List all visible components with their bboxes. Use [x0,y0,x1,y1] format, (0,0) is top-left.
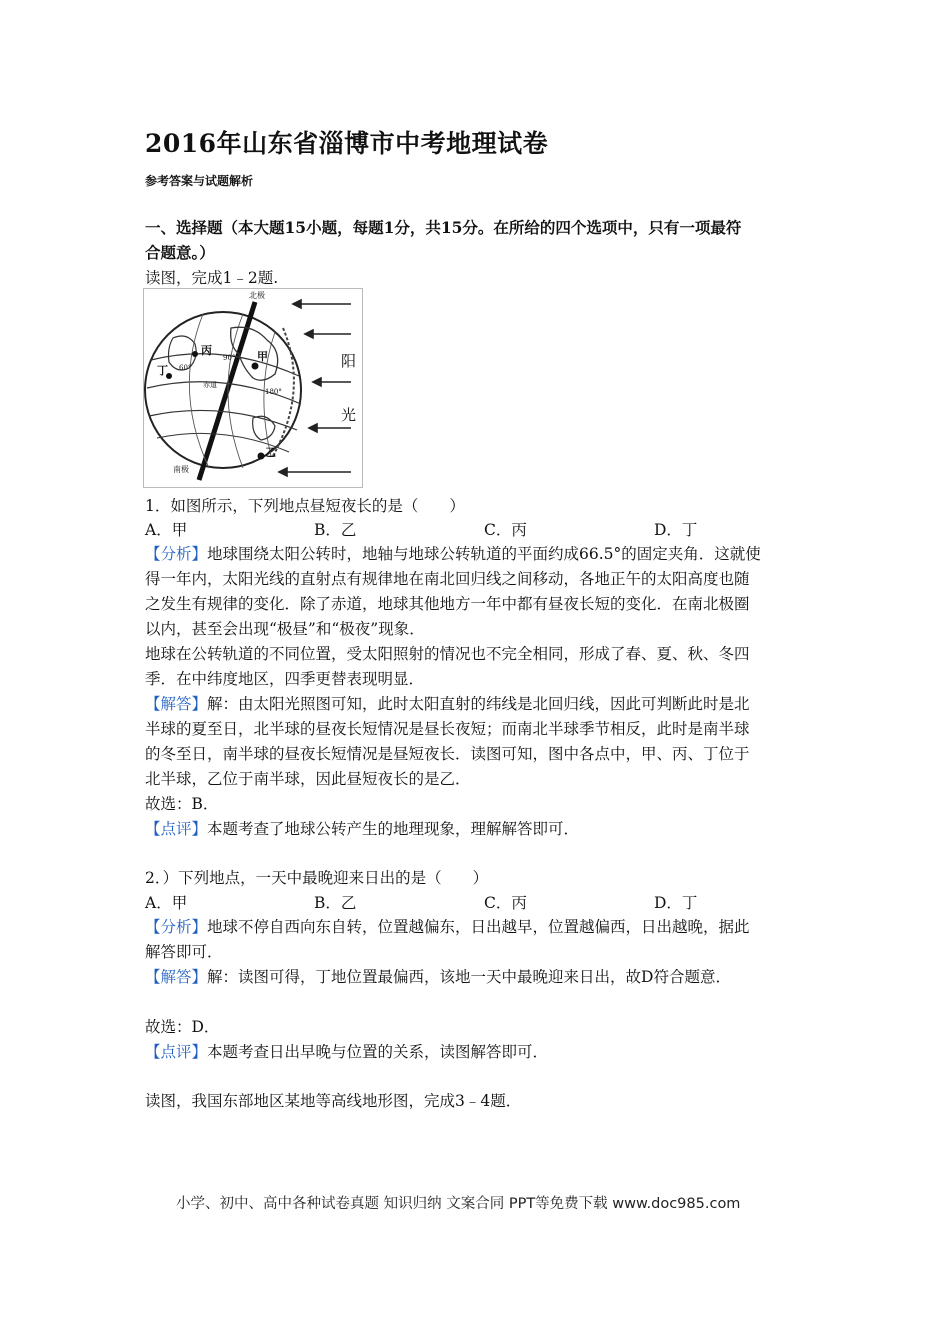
q1-option-b: B．乙 [314,521,357,539]
q2-analysis-text-1: 地球不停自西向东自转，位置越偏东，日出越早，位置越偏西，日出越晚，据此 [207,918,750,936]
q2-answer-tag: 【解答】 [145,968,208,986]
q2-comment-tag: 【点评】 [145,1043,208,1061]
label-point-jia: 甲 [257,350,268,363]
next-intro: 读图，我国东部地区某地等高线地形图，完成3﹣4题． [145,1092,522,1110]
q1-analysis-line-3: 之发生有规律的变化．除了赤道，地球其他地方一年中都有昼夜长短的变化．在南北极圈 [145,595,750,613]
q1-answer-line-1 [145,692,750,714]
q1-option-a: A．甲 [145,521,188,539]
q1-comment-text: 本题考查了地球公转产生的地理现象，理解解答即可． [207,820,580,838]
q1-answer-text-1: 解：由太阳光照图可知，此时太阳直射的纬线是北回归线，因此可判断此时是北 [207,695,750,713]
q2-comment-text: 本题考查日出早晚与位置的关系，读图解答即可． [207,1043,549,1061]
q1-stem: 1．如图所示，下列地点昼短夜长的是（ ） [145,497,465,515]
q1-analysis-text-1: 地球围绕太阳公转时，地轴与地球公转轨道的平面约成66.5°的固定夹角．这就使 [207,545,761,563]
page-title: 2016年山东省淄博市中考地理试卷 [145,129,549,158]
q2-analysis-tag: 【分析】 [145,918,208,936]
q2-stem: 2．）下列地点，一天中最晚迎来日出的是（ ） [145,869,489,887]
globe-figure-svg [143,288,363,488]
q1-analysis-line-5: 地球在公转轨道的不同位置，受太阳照射的情况也不完全相同，形成了春、夏、秋、冬四 [145,645,750,663]
q2-option-c: C．丙 [484,894,527,912]
label-light: 光 [341,406,357,424]
q1-option-c: C．丙 [484,521,527,539]
q1-analysis-line-1 [145,542,761,564]
label-point-bing: 丙 [201,344,212,357]
label-point-ding: 丁 [157,364,168,377]
label-south-pole: 南极 [173,465,189,474]
label-north-pole: 北极 [249,291,265,300]
label-point-yi: 乙 [265,446,276,459]
q2-analysis-line-2: 解答即可． [145,943,223,961]
q2-answer [145,965,731,987]
label-60: 60° [179,364,192,372]
q2-option-a: A．甲 [145,894,188,912]
section-heading: 一、选择题（本大题15小题，每题1分，共15分。在所给的四个选项中，只有一项最符 [145,218,742,237]
q1-comment-tag: 【点评】 [145,820,208,838]
page-footer: 小学、初中、高中各种试卷真题 知识归纳 文案合同 PPT等免费下载 www.doc985.com [176,1196,741,1212]
label-equator: 赤道 [203,381,217,389]
section-intro: 读图，完成1﹣2题. [145,269,279,287]
q1-answer-line-3: 的冬至日，南半球的昼夜长短情况是昼短夜长．读图可知，图中各点中，甲、丙、丁位于 [145,745,750,763]
q1-analysis-line-2: 得一年内，太阳光线的直射点有规律地在南北回归线之间移动，各地正午的太阳高度也随 [145,570,750,588]
label-90: 90° [223,354,236,362]
q1-choice: 故选：B． [145,795,219,813]
globe-sunlight-figure [143,288,363,488]
page-subtitle: 参考答案与试题解析 [145,174,254,188]
q1-answer-line-4: 北半球，乙位于南半球，因此昼短夜长的是乙． [145,770,471,788]
q2-choice: 故选：D． [145,1018,220,1036]
q1-analysis-line-4: 以内，甚至会出现“极昼”和“极夜”现象． [145,620,425,638]
q1-analysis-line-6: 季．在中纬度地区，四季更替表现明显． [145,670,425,688]
q1-analysis-tag: 【分析】 [145,545,208,563]
q2-comment [145,1040,548,1062]
label-sun: 阳 [341,352,357,370]
q1-answer-tag: 【解答】 [145,695,208,713]
q1-comment [145,817,579,839]
q2-option-d: D．丁 [654,894,698,912]
section-heading-cont: 合题意。） [145,243,215,262]
q2-option-b: B．乙 [314,894,357,912]
q1-option-d: D．丁 [654,521,698,539]
q2-analysis-line-1 [145,915,750,937]
q1-answer-line-2: 半球的夏至日，北半球的昼夜长短情况是昼长夜短；而南北半球季节相反，此时是南半球 [145,720,750,738]
q2-answer-text: 解：读图可得，丁地位置最偏西，该地一天中最晚迎来日出，故D符合题意． [207,968,731,986]
label-180: 180° [265,388,282,396]
